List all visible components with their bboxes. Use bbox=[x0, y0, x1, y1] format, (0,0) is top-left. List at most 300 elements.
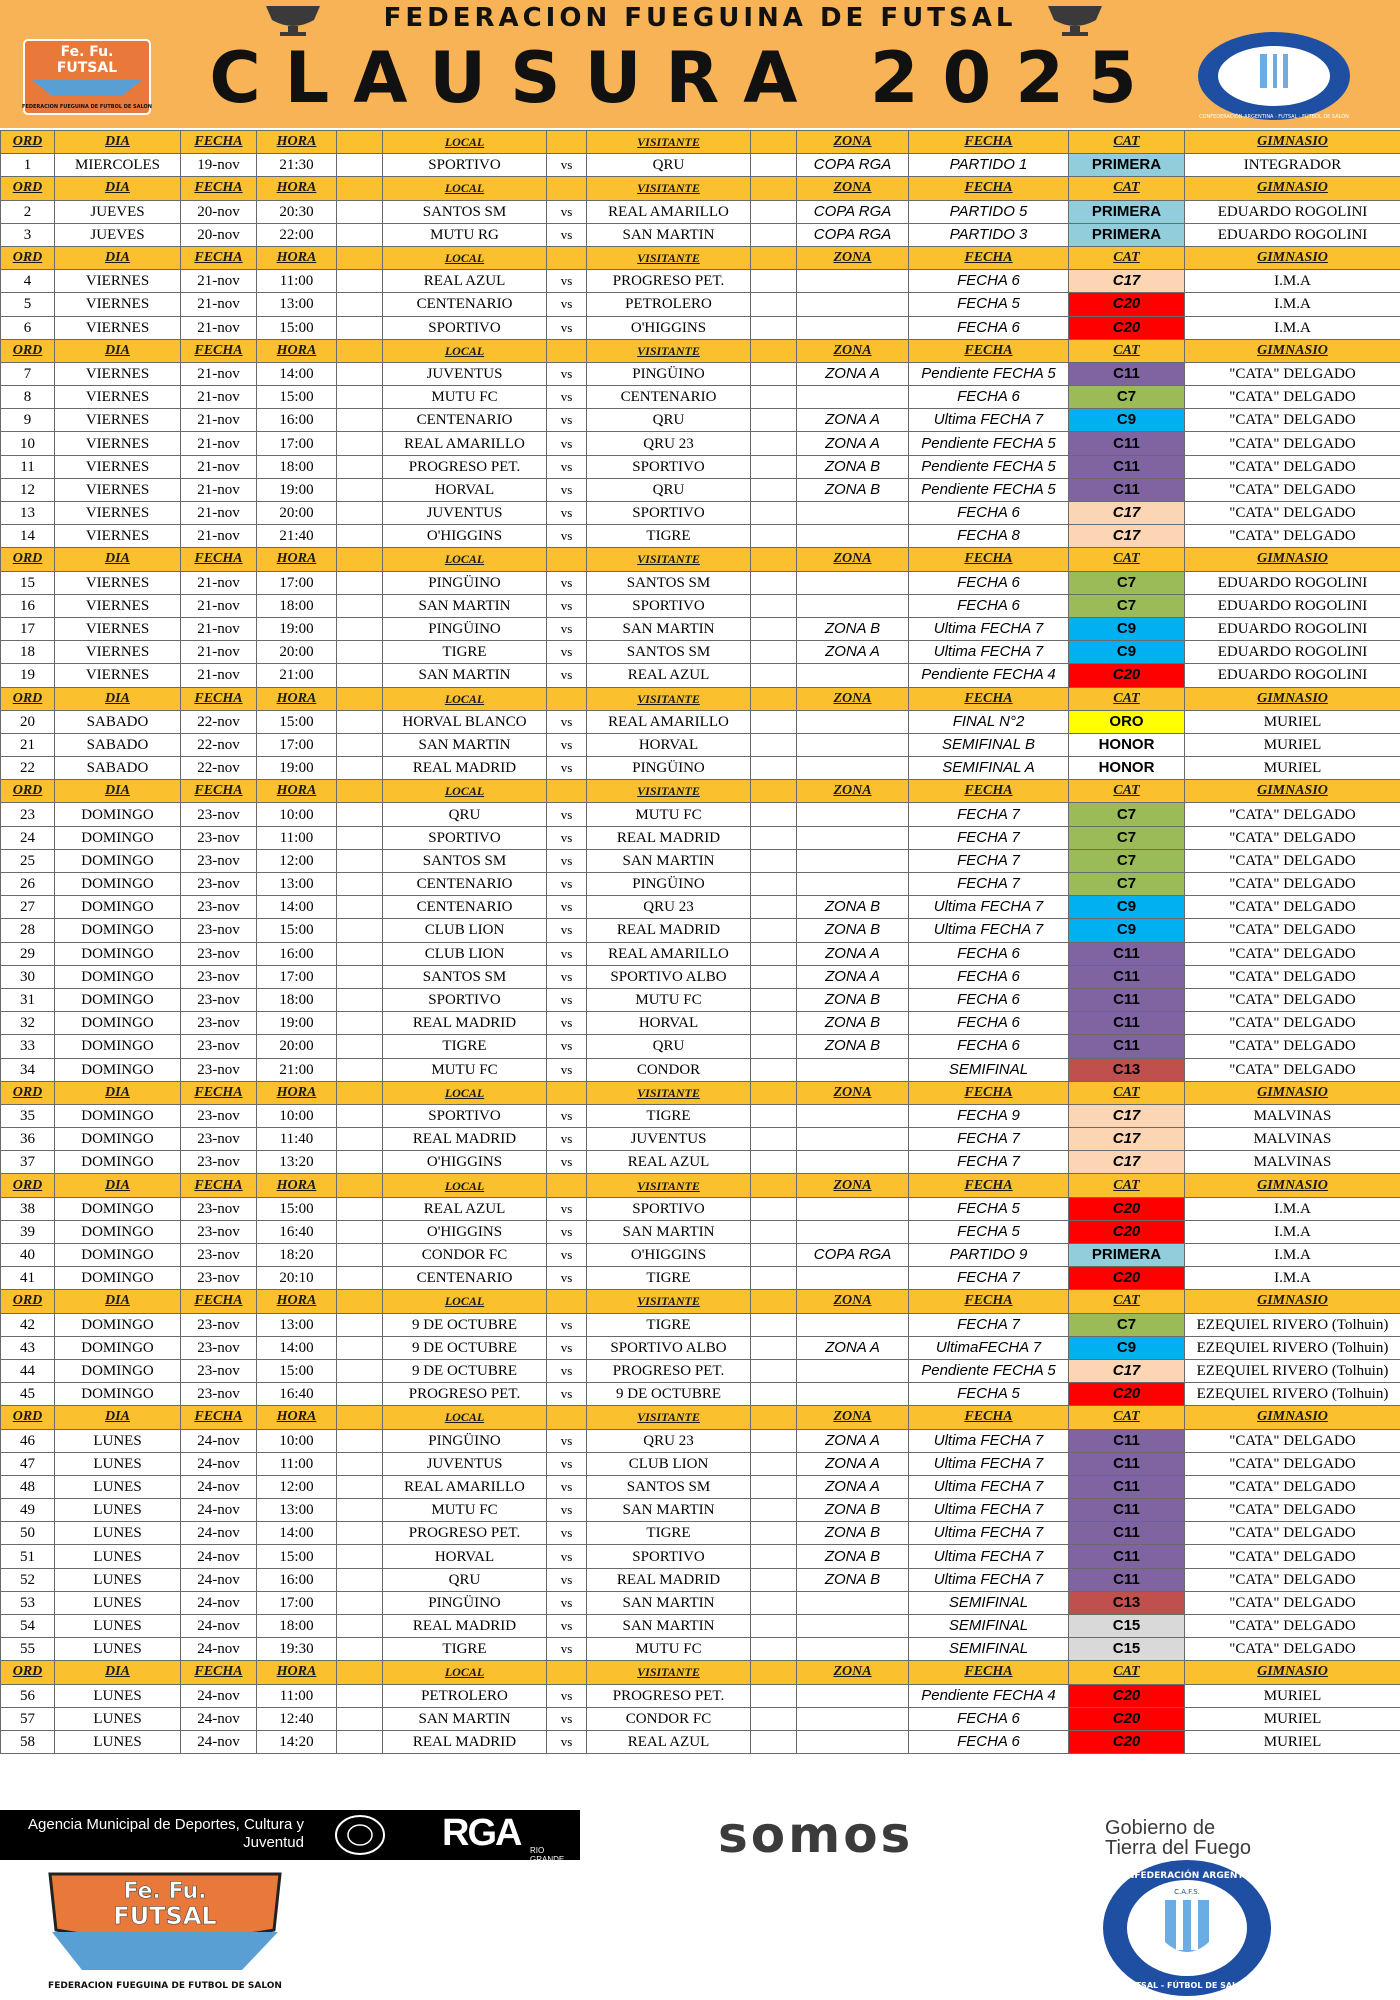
column-header: GIMNASIO bbox=[1185, 1406, 1400, 1429]
spacer-cell bbox=[751, 1313, 797, 1336]
fecha-cell: 22-nov bbox=[181, 757, 257, 780]
cat-cell: C11 bbox=[1069, 1035, 1185, 1058]
zona-cell: ZONA A bbox=[797, 1429, 909, 1452]
column-header: LOCAL bbox=[383, 339, 547, 362]
column-header: FECHA bbox=[909, 177, 1069, 200]
hora-cell: 15:00 bbox=[257, 316, 337, 339]
visitante-cell: SAN MARTIN bbox=[587, 849, 751, 872]
visitante-cell: SAN MARTIN bbox=[587, 1220, 751, 1243]
column-header bbox=[337, 1406, 383, 1429]
gimnasio-cell: I.M.A bbox=[1185, 293, 1400, 316]
round-cell: FECHA 6 bbox=[909, 316, 1069, 339]
fecha-cell: 21-nov bbox=[181, 386, 257, 409]
column-header: GIMNASIO bbox=[1185, 1174, 1400, 1197]
dia-cell: SABADO bbox=[55, 757, 181, 780]
visitante-cell: QRU 23 bbox=[587, 1429, 751, 1452]
visitante-cell: SPORTIVO bbox=[587, 1197, 751, 1220]
column-header: FECHA bbox=[181, 246, 257, 269]
vs-cell: vs bbox=[547, 1730, 587, 1753]
ord-cell: 4 bbox=[1, 270, 55, 293]
column-header: ZONA bbox=[797, 246, 909, 269]
fecha-cell: 23-nov bbox=[181, 1035, 257, 1058]
match-row bbox=[1, 617, 1400, 640]
ord-cell: 14 bbox=[1, 525, 55, 548]
column-header: ZONA bbox=[797, 1174, 909, 1197]
spacer-cell bbox=[751, 1128, 797, 1151]
spacer-cell bbox=[337, 1568, 383, 1591]
vs-cell: vs bbox=[547, 1522, 587, 1545]
gimnasio-cell: "CATA" DELGADO bbox=[1185, 1452, 1400, 1475]
fecha-cell: 24-nov bbox=[181, 1429, 257, 1452]
local-cell: CENTENARIO bbox=[383, 409, 547, 432]
logo-text: FEDERACION FUEGUINA DE FUTBOL DE SALON bbox=[22, 104, 152, 110]
match-row bbox=[1, 803, 1400, 826]
dia-cell: LUNES bbox=[55, 1452, 181, 1475]
match-row bbox=[1, 1475, 1400, 1498]
fecha-cell: 21-nov bbox=[181, 641, 257, 664]
spacer-cell bbox=[337, 710, 383, 733]
gimnasio-cell: "CATA" DELGADO bbox=[1185, 873, 1400, 896]
column-header: VISITANTE bbox=[587, 1661, 751, 1684]
local-cell: JUVENTUS bbox=[383, 502, 547, 525]
dia-cell: DOMINGO bbox=[55, 1128, 181, 1151]
column-header: GIMNASIO bbox=[1185, 177, 1400, 200]
spacer-cell bbox=[751, 896, 797, 919]
hora-cell: 19:00 bbox=[257, 617, 337, 640]
gimnasio-cell: "CATA" DELGADO bbox=[1185, 1058, 1400, 1081]
hora-cell: 19:00 bbox=[257, 1012, 337, 1035]
zona-cell bbox=[797, 525, 909, 548]
hora-cell: 19:00 bbox=[257, 757, 337, 780]
local-cell: SPORTIVO bbox=[383, 826, 547, 849]
column-header: DIA bbox=[55, 1406, 181, 1429]
visitante-cell: TIGRE bbox=[587, 525, 751, 548]
ord-cell: 53 bbox=[1, 1591, 55, 1614]
spacer-cell bbox=[751, 988, 797, 1011]
ord-cell: 15 bbox=[1, 571, 55, 594]
vs-cell: vs bbox=[547, 455, 587, 478]
ord-cell: 18 bbox=[1, 641, 55, 664]
zona-cell: ZONA B bbox=[797, 896, 909, 919]
gimnasio-cell: "CATA" DELGADO bbox=[1185, 988, 1400, 1011]
match-row bbox=[1, 1730, 1400, 1753]
ord-cell: 45 bbox=[1, 1383, 55, 1406]
column-header: HORA bbox=[257, 339, 337, 362]
gimnasio-cell: "CATA" DELGADO bbox=[1185, 1638, 1400, 1661]
match-row bbox=[1, 502, 1400, 525]
column-header: ZONA bbox=[797, 548, 909, 571]
vs-cell: vs bbox=[547, 1383, 587, 1406]
hora-cell: 13:00 bbox=[257, 873, 337, 896]
spacer-cell bbox=[337, 1730, 383, 1753]
hora-cell: 15:00 bbox=[257, 1359, 337, 1382]
spacer-cell bbox=[337, 1429, 383, 1452]
vs-cell: vs bbox=[547, 1684, 587, 1707]
fecha-cell: 23-nov bbox=[181, 1244, 257, 1267]
zona-cell: ZONA B bbox=[797, 1568, 909, 1591]
vs-cell: vs bbox=[547, 988, 587, 1011]
column-header: CAT bbox=[1069, 1290, 1185, 1313]
vs-cell: vs bbox=[547, 362, 587, 385]
spacer-cell bbox=[337, 478, 383, 501]
column-header: DIA bbox=[55, 177, 181, 200]
agency-banner bbox=[0, 1810, 580, 1864]
visitante-cell: CLUB LION bbox=[587, 1452, 751, 1475]
spacer-cell bbox=[337, 386, 383, 409]
local-cell: JUVENTUS bbox=[383, 362, 547, 385]
spacer-cell bbox=[751, 1383, 797, 1406]
ord-cell: 46 bbox=[1, 1429, 55, 1452]
cat-cell: C11 bbox=[1069, 1452, 1185, 1475]
dia-cell: VIERNES bbox=[55, 455, 181, 478]
ord-cell: 34 bbox=[1, 1058, 55, 1081]
round-cell: Ultima FECHA 7 bbox=[909, 617, 1069, 640]
fecha-cell: 21-nov bbox=[181, 617, 257, 640]
vs-cell: vs bbox=[547, 873, 587, 896]
column-header bbox=[751, 1406, 797, 1429]
visitante-cell: SAN MARTIN bbox=[587, 223, 751, 246]
dia-cell: LUNES bbox=[55, 1707, 181, 1730]
spacer-cell bbox=[751, 362, 797, 385]
column-header bbox=[547, 1290, 587, 1313]
column-header: HORA bbox=[257, 548, 337, 571]
zona-cell bbox=[797, 386, 909, 409]
visitante-cell: CONDOR FC bbox=[587, 1707, 751, 1730]
local-cell: REAL AZUL bbox=[383, 270, 547, 293]
vs-cell: vs bbox=[547, 1267, 587, 1290]
local-cell: 9 DE OCTUBRE bbox=[383, 1313, 547, 1336]
visitante-cell: MUTU FC bbox=[587, 1638, 751, 1661]
column-header: CAT bbox=[1069, 1406, 1185, 1429]
spacer-cell bbox=[751, 502, 797, 525]
round-cell: FECHA 6 bbox=[909, 1730, 1069, 1753]
round-cell: FECHA 7 bbox=[909, 1267, 1069, 1290]
dia-cell: LUNES bbox=[55, 1591, 181, 1614]
cat-cell: C11 bbox=[1069, 1499, 1185, 1522]
vs-cell: vs bbox=[547, 1568, 587, 1591]
dia-cell: JUEVES bbox=[55, 223, 181, 246]
section-header-row bbox=[1, 1081, 1400, 1104]
gimnasio-cell: "CATA" DELGADO bbox=[1185, 455, 1400, 478]
column-header: DIA bbox=[55, 780, 181, 803]
dia-cell: SABADO bbox=[55, 710, 181, 733]
ord-cell: 3 bbox=[1, 223, 55, 246]
zona-cell: ZONA A bbox=[797, 641, 909, 664]
hora-cell: 21:40 bbox=[257, 525, 337, 548]
local-cell: REAL AZUL bbox=[383, 1197, 547, 1220]
column-header: VISITANTE bbox=[587, 1406, 751, 1429]
zona-cell: ZONA B bbox=[797, 617, 909, 640]
round-cell: FECHA 5 bbox=[909, 1197, 1069, 1220]
hora-cell: 11:40 bbox=[257, 1128, 337, 1151]
spacer-cell bbox=[337, 965, 383, 988]
visitante-cell: MUTU FC bbox=[587, 803, 751, 826]
ord-cell: 50 bbox=[1, 1522, 55, 1545]
column-header bbox=[751, 687, 797, 710]
ord-cell: 24 bbox=[1, 826, 55, 849]
spacer-cell bbox=[337, 664, 383, 687]
match-row bbox=[1, 1104, 1400, 1127]
zona-cell: ZONA A bbox=[797, 1452, 909, 1475]
zona-cell bbox=[797, 803, 909, 826]
column-header bbox=[337, 246, 383, 269]
ord-cell: 36 bbox=[1, 1128, 55, 1151]
dia-cell: JUEVES bbox=[55, 200, 181, 223]
column-header: FECHA bbox=[909, 1406, 1069, 1429]
hora-cell: 20:30 bbox=[257, 200, 337, 223]
column-header bbox=[337, 1174, 383, 1197]
spacer-cell bbox=[751, 409, 797, 432]
local-cell: PINGÜINO bbox=[383, 1429, 547, 1452]
spacer-cell bbox=[751, 594, 797, 617]
spacer-cell bbox=[751, 1707, 797, 1730]
column-header bbox=[337, 339, 383, 362]
spacer-cell bbox=[751, 154, 797, 177]
ord-cell: 39 bbox=[1, 1220, 55, 1243]
dia-cell: DOMINGO bbox=[55, 803, 181, 826]
vs-cell: vs bbox=[547, 386, 587, 409]
dia-cell: VIERNES bbox=[55, 571, 181, 594]
logo-text: Fe. Fu. bbox=[123, 1879, 207, 1904]
hora-cell: 10:00 bbox=[257, 1104, 337, 1127]
vs-cell: vs bbox=[547, 571, 587, 594]
dia-cell: DOMINGO bbox=[55, 919, 181, 942]
ord-cell: 55 bbox=[1, 1638, 55, 1661]
gimnasio-cell: MALVINAS bbox=[1185, 1151, 1400, 1174]
cat-cell: C11 bbox=[1069, 1568, 1185, 1591]
spacer-cell bbox=[337, 1684, 383, 1707]
local-cell: HORVAL BLANCO bbox=[383, 710, 547, 733]
cat-cell: C20 bbox=[1069, 316, 1185, 339]
ord-cell: 25 bbox=[1, 849, 55, 872]
cat-cell: PRIMERA bbox=[1069, 223, 1185, 246]
visitante-cell: SANTOS SM bbox=[587, 1475, 751, 1498]
vs-cell: vs bbox=[547, 919, 587, 942]
vs-cell: vs bbox=[547, 803, 587, 826]
hora-cell: 18:00 bbox=[257, 1615, 337, 1638]
round-cell: PARTIDO 9 bbox=[909, 1244, 1069, 1267]
fecha-cell: 23-nov bbox=[181, 1336, 257, 1359]
column-header: VISITANTE bbox=[587, 131, 751, 154]
local-cell: PINGÜINO bbox=[383, 1591, 547, 1614]
vs-cell: vs bbox=[547, 1475, 587, 1498]
column-header: ORD bbox=[1, 339, 55, 362]
gimnasio-cell: I.M.A bbox=[1185, 270, 1400, 293]
column-header bbox=[751, 339, 797, 362]
spacer-cell bbox=[337, 1267, 383, 1290]
ord-cell: 26 bbox=[1, 873, 55, 896]
fecha-cell: 23-nov bbox=[181, 1220, 257, 1243]
column-header bbox=[751, 1081, 797, 1104]
gimnasio-cell: "CATA" DELGADO bbox=[1185, 1522, 1400, 1545]
cat-cell: C7 bbox=[1069, 386, 1185, 409]
ord-cell: 29 bbox=[1, 942, 55, 965]
local-cell: PROGRESO PET. bbox=[383, 1383, 547, 1406]
cat-cell: C13 bbox=[1069, 1058, 1185, 1081]
ord-cell: 51 bbox=[1, 1545, 55, 1568]
vs-cell: vs bbox=[547, 1638, 587, 1661]
spacer-cell bbox=[337, 1128, 383, 1151]
dia-cell: VIERNES bbox=[55, 594, 181, 617]
vs-cell: vs bbox=[547, 200, 587, 223]
round-cell: Pendiente FECHA 4 bbox=[909, 1684, 1069, 1707]
spacer-cell bbox=[751, 826, 797, 849]
spacer-cell bbox=[337, 200, 383, 223]
zona-cell: ZONA B bbox=[797, 478, 909, 501]
ord-cell: 38 bbox=[1, 1197, 55, 1220]
round-cell: FECHA 6 bbox=[909, 502, 1069, 525]
gimnasio-cell: MURIEL bbox=[1185, 1684, 1400, 1707]
column-header: GIMNASIO bbox=[1185, 339, 1400, 362]
vs-cell: vs bbox=[547, 154, 587, 177]
column-header: CAT bbox=[1069, 1661, 1185, 1684]
logo-text: C.A.F.S. bbox=[1174, 1888, 1200, 1896]
cat-cell: C11 bbox=[1069, 432, 1185, 455]
ord-cell: 52 bbox=[1, 1568, 55, 1591]
column-header: CAT bbox=[1069, 131, 1185, 154]
spacer-cell bbox=[337, 223, 383, 246]
spacer-cell bbox=[337, 154, 383, 177]
dia-cell: DOMINGO bbox=[55, 988, 181, 1011]
ord-cell: 58 bbox=[1, 1730, 55, 1753]
spacer-cell bbox=[751, 1684, 797, 1707]
spacer-cell bbox=[337, 1336, 383, 1359]
spacer-cell bbox=[751, 1568, 797, 1591]
dia-cell: DOMINGO bbox=[55, 942, 181, 965]
fecha-cell: 21-nov bbox=[181, 362, 257, 385]
hora-cell: 18:00 bbox=[257, 455, 337, 478]
cat-cell: C20 bbox=[1069, 1197, 1185, 1220]
match-row bbox=[1, 1151, 1400, 1174]
local-cell: PINGÜINO bbox=[383, 571, 547, 594]
match-row bbox=[1, 919, 1400, 942]
spacer-cell bbox=[337, 1104, 383, 1127]
fecha-cell: 23-nov bbox=[181, 1151, 257, 1174]
column-header: GIMNASIO bbox=[1185, 1081, 1400, 1104]
column-header: ZONA bbox=[797, 1661, 909, 1684]
spacer-cell bbox=[751, 942, 797, 965]
visitante-cell: PINGÜINO bbox=[587, 757, 751, 780]
column-header bbox=[337, 780, 383, 803]
fecha-cell: 23-nov bbox=[181, 1104, 257, 1127]
hora-cell: 15:00 bbox=[257, 1197, 337, 1220]
zona-cell: ZONA B bbox=[797, 1012, 909, 1035]
hora-cell: 21:00 bbox=[257, 664, 337, 687]
spacer-cell bbox=[751, 617, 797, 640]
zona-cell: COPA RGA bbox=[797, 1244, 909, 1267]
round-cell: Ultima FECHA 7 bbox=[909, 1475, 1069, 1498]
fecha-cell: 21-nov bbox=[181, 409, 257, 432]
match-row bbox=[1, 1313, 1400, 1336]
vs-cell: vs bbox=[547, 1313, 587, 1336]
visitante-cell: PROGRESO PET. bbox=[587, 1684, 751, 1707]
zona-cell bbox=[797, 1058, 909, 1081]
visitante-cell: QRU bbox=[587, 1035, 751, 1058]
hora-cell: 21:30 bbox=[257, 154, 337, 177]
spacer-cell bbox=[337, 873, 383, 896]
visitante-cell: SPORTIVO bbox=[587, 1545, 751, 1568]
cat-cell: HONOR bbox=[1069, 733, 1185, 756]
zona-cell: ZONA B bbox=[797, 1499, 909, 1522]
round-cell: FECHA 7 bbox=[909, 1313, 1069, 1336]
gimnasio-cell: I.M.A bbox=[1185, 1220, 1400, 1243]
local-cell: SANTOS SM bbox=[383, 200, 547, 223]
visitante-cell: 9 DE OCTUBRE bbox=[587, 1383, 751, 1406]
visitante-cell: SPORTIVO ALBO bbox=[587, 965, 751, 988]
zona-cell: ZONA A bbox=[797, 965, 909, 988]
column-header bbox=[337, 1661, 383, 1684]
cat-cell: C17 bbox=[1069, 525, 1185, 548]
vs-cell: vs bbox=[547, 1220, 587, 1243]
spacer-cell bbox=[337, 362, 383, 385]
local-cell: MUTU FC bbox=[383, 1499, 547, 1522]
cat-cell: C7 bbox=[1069, 873, 1185, 896]
dia-cell: VIERNES bbox=[55, 293, 181, 316]
zona-cell: ZONA A bbox=[797, 942, 909, 965]
cat-cell: C11 bbox=[1069, 1012, 1185, 1035]
column-header bbox=[547, 177, 587, 200]
hora-cell: 18:00 bbox=[257, 594, 337, 617]
visitante-cell: SAN MARTIN bbox=[587, 1499, 751, 1522]
gimnasio-cell: I.M.A bbox=[1185, 316, 1400, 339]
column-header: LOCAL bbox=[383, 548, 547, 571]
visitante-cell: JUVENTUS bbox=[587, 1128, 751, 1151]
cat-cell: C13 bbox=[1069, 1591, 1185, 1614]
column-header bbox=[547, 687, 587, 710]
round-cell: Ultima FECHA 7 bbox=[909, 1545, 1069, 1568]
visitante-cell: QRU bbox=[587, 409, 751, 432]
gimnasio-cell: "CATA" DELGADO bbox=[1185, 1568, 1400, 1591]
spacer-cell bbox=[751, 803, 797, 826]
zona-cell bbox=[797, 1151, 909, 1174]
ord-cell: 16 bbox=[1, 594, 55, 617]
column-header: ZONA bbox=[797, 339, 909, 362]
spacer-cell bbox=[337, 1244, 383, 1267]
round-cell: SEMIFINAL bbox=[909, 1615, 1069, 1638]
ord-cell: 12 bbox=[1, 478, 55, 501]
dia-cell: DOMINGO bbox=[55, 1244, 181, 1267]
spacer-cell bbox=[337, 293, 383, 316]
match-row bbox=[1, 896, 1400, 919]
dia-cell: VIERNES bbox=[55, 617, 181, 640]
column-header: GIMNASIO bbox=[1185, 687, 1400, 710]
vs-cell: vs bbox=[547, 1035, 587, 1058]
visitante-cell: SPORTIVO bbox=[587, 455, 751, 478]
vs-cell: vs bbox=[547, 1615, 587, 1638]
round-cell: Ultima FECHA 7 bbox=[909, 919, 1069, 942]
gimnasio-cell: "CATA" DELGADO bbox=[1185, 386, 1400, 409]
zona-cell bbox=[797, 1591, 909, 1614]
cat-cell: C9 bbox=[1069, 1336, 1185, 1359]
local-cell: REAL AMARILLO bbox=[383, 432, 547, 455]
gimnasio-cell: I.M.A bbox=[1185, 1267, 1400, 1290]
logo-text: Fe. Fu. bbox=[60, 44, 114, 60]
dia-cell: DOMINGO bbox=[55, 1267, 181, 1290]
visitante-cell: REAL AZUL bbox=[587, 664, 751, 687]
ord-cell: 44 bbox=[1, 1359, 55, 1382]
gimnasio-cell: MURIEL bbox=[1185, 757, 1400, 780]
hora-cell: 13:00 bbox=[257, 1499, 337, 1522]
dia-cell: DOMINGO bbox=[55, 873, 181, 896]
spacer-cell bbox=[337, 896, 383, 919]
spacer-cell bbox=[337, 432, 383, 455]
zona-cell bbox=[797, 710, 909, 733]
spacer-cell bbox=[751, 873, 797, 896]
hora-cell: 11:00 bbox=[257, 1684, 337, 1707]
gimnasio-cell: "CATA" DELGADO bbox=[1185, 502, 1400, 525]
cat-cell: C7 bbox=[1069, 594, 1185, 617]
zona-cell bbox=[797, 1220, 909, 1243]
